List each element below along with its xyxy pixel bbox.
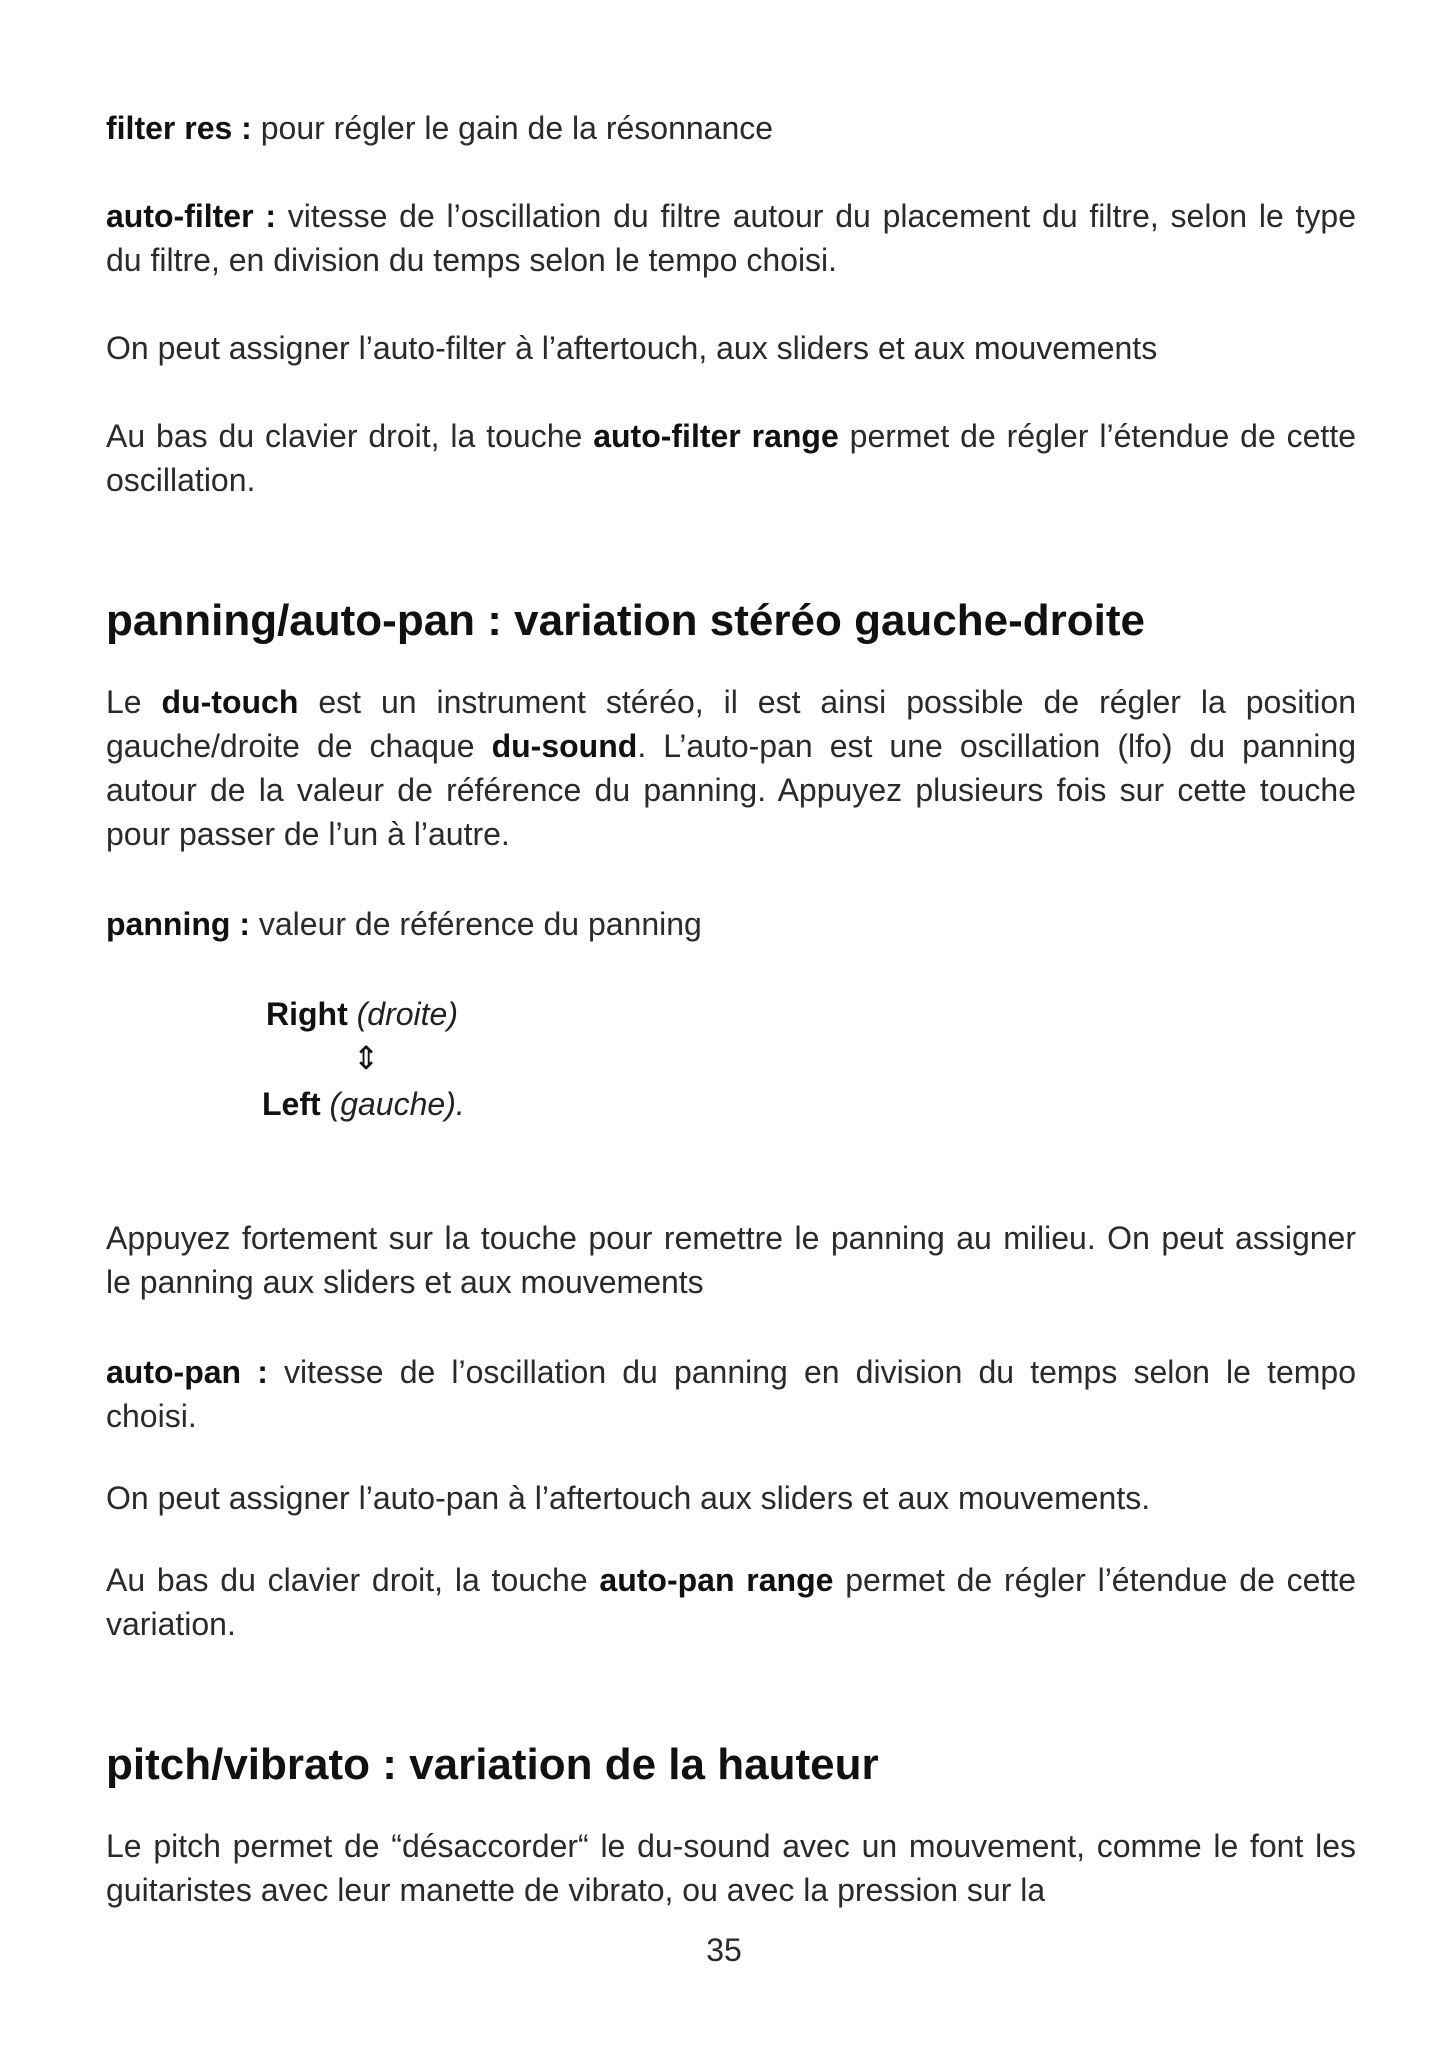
auto-filter-term: auto-filter : (106, 198, 276, 234)
heading-pitch: pitch/vibrato : variation de la hauteur (106, 1740, 879, 1789)
up-down-arrow-icon: ⇕ (352, 1040, 380, 1076)
pan-right-line (266, 992, 586, 1036)
filter-res-text: pour régler le gain de la résonnance (251, 110, 774, 146)
pan-left-label: Left (262, 1086, 321, 1122)
panning-intro-t3: . L’auto-pan est une oscillation (lfo) du panning autour de la valeur de référence du panning. Appuyez plusieurs fois sur cette touche pour passer de l’un à l’autre. (106, 728, 1357, 852)
auto-filter-paragraph (106, 194, 1356, 282)
auto-pan-range-after: permet de régler l’étendue de cette variation. (106, 1562, 1357, 1642)
auto-pan-range-before: Au bas du clavier droit, la touche (106, 1562, 600, 1598)
panning-intro-b2: du-sound (491, 728, 638, 764)
auto-filter-range-term: auto-filter range (593, 418, 839, 454)
panning-def-text: valeur de référence du panning (249, 906, 702, 942)
panning-intro-paragraph (106, 680, 1356, 856)
auto-filter-range-before: Au bas du clavier droit, la touche (106, 418, 594, 454)
auto-pan-text: vitesse de l’oscillation du panning en division du temps selon le tempo choisi. (106, 1354, 1357, 1434)
filter-res-paragraph (106, 106, 1356, 150)
panning-reset-paragraph: Appuyez fortement sur la touche pour remettre le panning au milieu. On peut assigner le panning aux sliders et aux mouvements (106, 1220, 1356, 1300)
auto-filter-range-after: permet de régler l’étendue de cette oscillation. (106, 418, 1357, 498)
panning-def-paragraph (106, 902, 1356, 946)
auto-pan-range-term: auto-pan range (599, 1562, 834, 1598)
pan-left-note: (gauche). (329, 1086, 465, 1122)
auto-pan-assign-paragraph: On peut assigner l’auto-pan à l’aftertouch aux sliders et aux mouvements. (106, 1480, 1151, 1516)
panning-intro-b1: du-touch (161, 684, 299, 720)
heading-panning: panning/auto-pan : variation stéréo gauche-droite (106, 596, 1145, 645)
pan-left-line (262, 1082, 582, 1126)
panning-intro-t2: est un instrument stéréo, il est ainsi possible de régler la position gauche/droite de chaque (106, 684, 1357, 764)
pan-right-note: (droite) (356, 996, 458, 1032)
pitch-intro-paragraph: Le pitch permet de “désaccorder“ le du-sound avec un mouvement, comme le font les guitaristes avec leur manette de vibrato, ou avec la pression sur la (106, 1828, 1356, 1908)
auto-pan-paragraph (106, 1350, 1356, 1438)
filter-res-term: filter res : (106, 110, 252, 146)
auto-pan-range-paragraph (106, 1558, 1356, 1646)
panning-intro-t1: Le (106, 684, 162, 720)
page-number: 35 (706, 1932, 742, 1968)
auto-pan-term: auto-pan : (106, 1354, 268, 1390)
pan-right-label: Right (266, 996, 348, 1032)
auto-filter-range-paragraph (106, 414, 1356, 502)
auto-filter-text: vitesse de l’oscillation du filtre autour du placement du filtre, selon le type du filtre, en division du temps selon le tempo choisi. (106, 198, 1357, 278)
panning-def-term: panning : (106, 906, 250, 942)
auto-filter-assign-paragraph: On peut assigner l’auto-filter à l’aftertouch, aux sliders et aux mouvements (106, 330, 1158, 366)
